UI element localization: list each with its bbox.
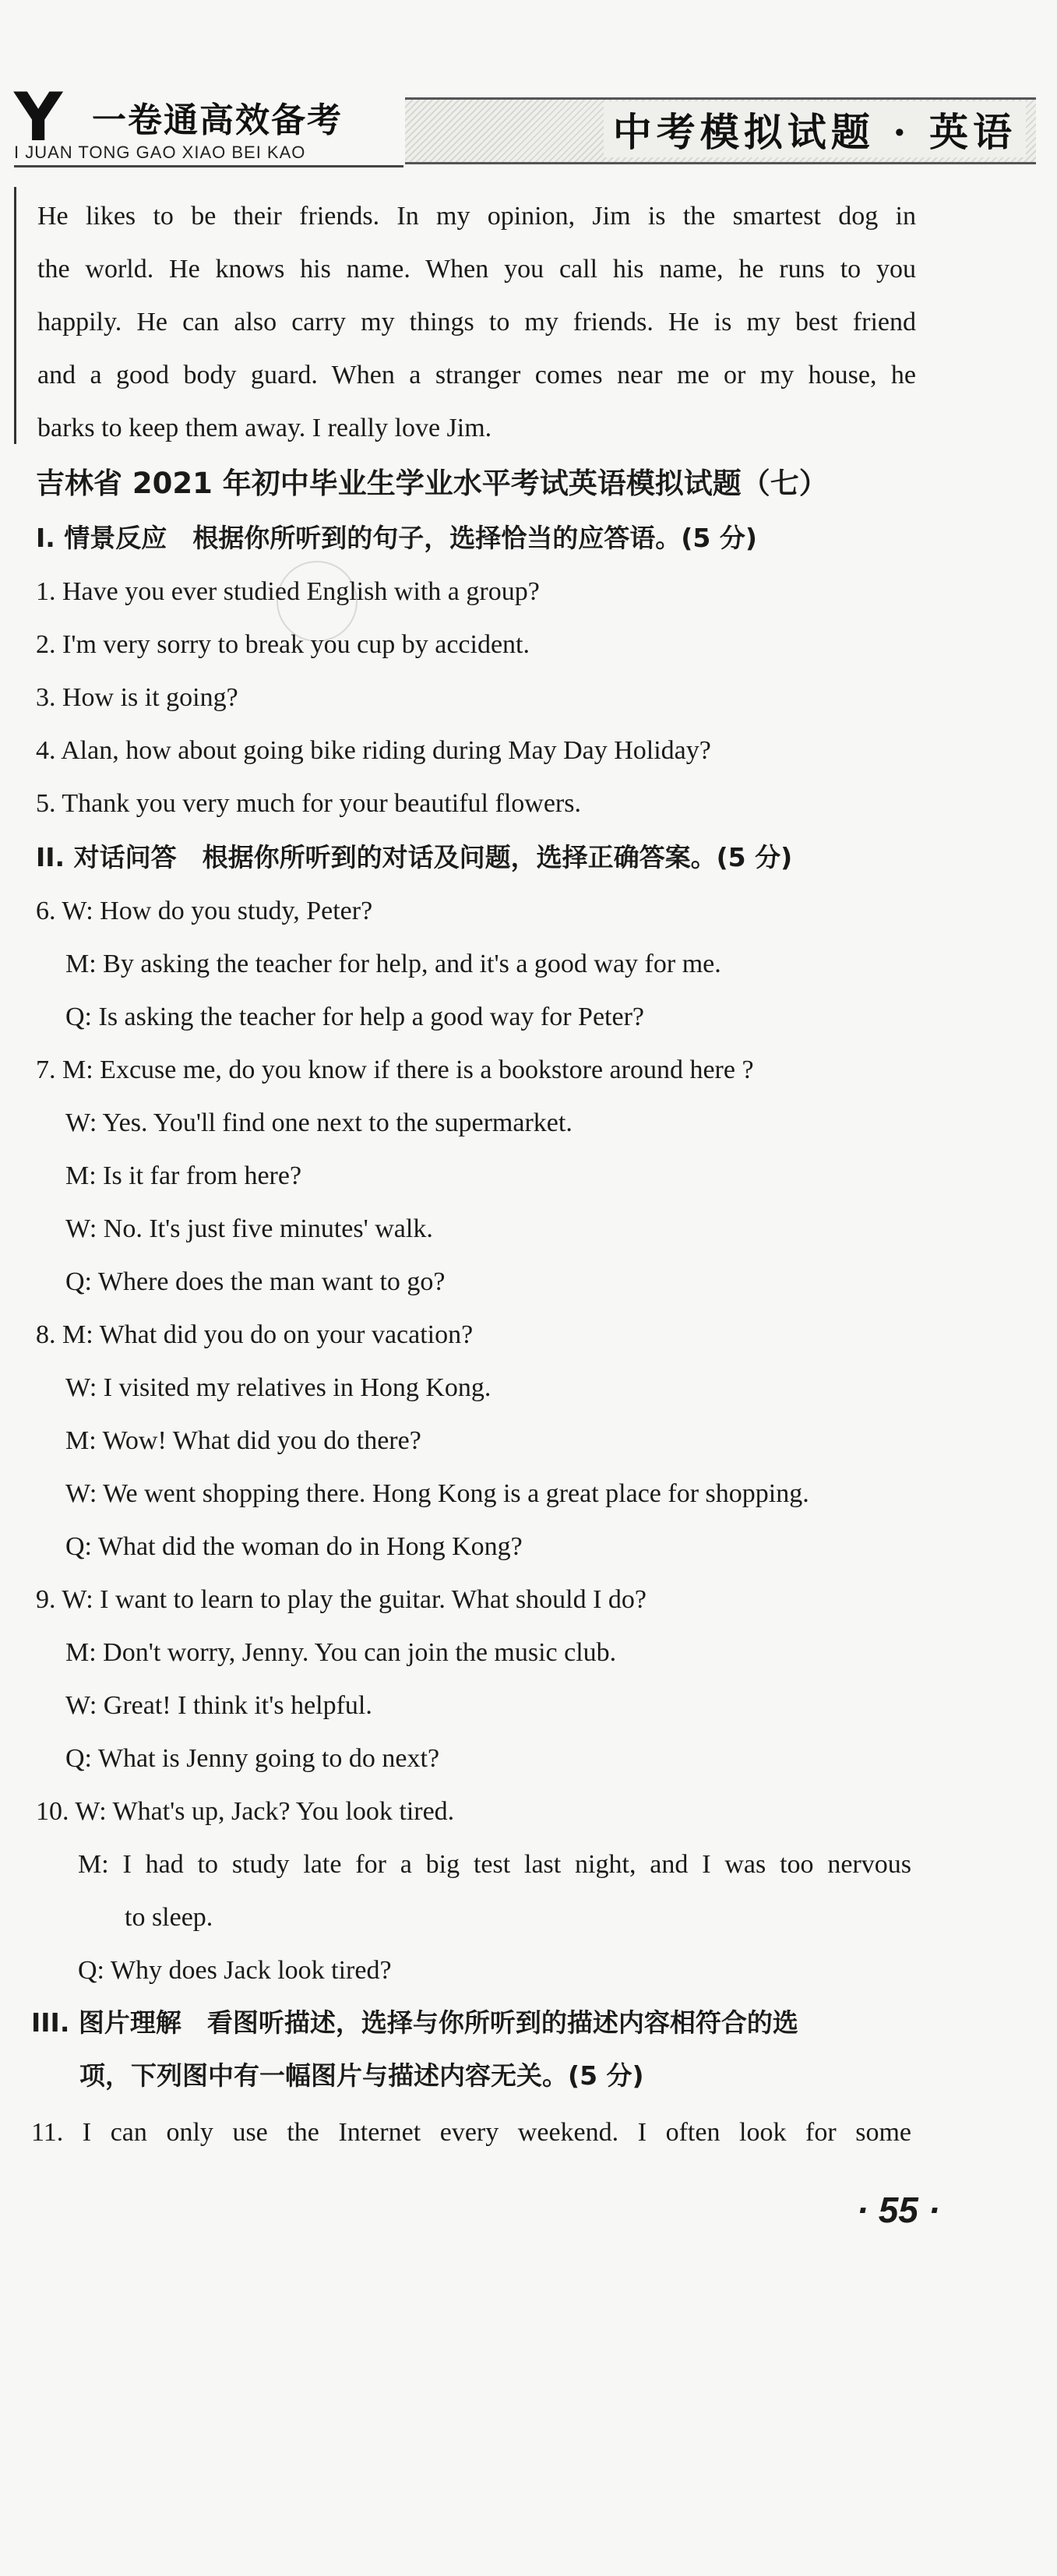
intro-line: and a good body guard. When a stranger comes near me or my house, he	[37, 361, 916, 389]
dialogue-line: Q: Why does Jack look tired?	[78, 1956, 392, 1985]
dialogue-line: M: Don't worry, Jenny. You can join the music club.	[65, 1638, 617, 1667]
dialogue-line: Q: Is asking the teacher for help a good way for Peter?	[65, 1003, 645, 1031]
header-title: 中考模拟试题 · 英语	[604, 101, 1026, 157]
dialogue-line: 9. W: I want to learn to play the guitar. What should I do?	[36, 1585, 647, 1614]
question-item: 1. Have you ever studied English with a group?	[36, 577, 540, 606]
dialogue-line: 6. W: How do you study, Peter?	[36, 897, 373, 925]
dialogue-line: 8. M: What did you do on your vacation?	[36, 1320, 474, 1349]
exam-title: 吉林省 2021 年初中毕业生学业水平考试英语模拟试题（七）	[36, 467, 828, 500]
dialogue-line: M: Is it far from here?	[65, 1161, 302, 1190]
dialogue-line: to sleep.	[125, 1903, 213, 1932]
brand-logo-letter: Y	[14, 79, 63, 157]
dialogue-line: M: I had to study late for a big test last night, and I was too nervous	[78, 1850, 911, 1879]
brand-name-pinyin: I JUAN TONG GAO XIAO BEI KAO	[14, 143, 306, 162]
dialogue-line: Q: What did the woman do in Hong Kong?	[65, 1532, 523, 1561]
dialogue-line: M: By asking the teacher for help, and it's a good way for me.	[65, 950, 721, 978]
brand-name-chinese: 一卷通高效备考	[92, 100, 343, 140]
intro-line: He likes to be their friends. In my opinion, Jim is the smartest dog in	[37, 202, 916, 231]
dialogue-line: Q: What is Jenny going to do next?	[65, 1744, 440, 1773]
dialogue-line: M: Wow! What did you do there?	[65, 1426, 421, 1455]
question-item: 3. How is it going?	[36, 683, 238, 712]
intro-line: the world. He knows his name. When you call his name, he runs to you	[37, 255, 916, 284]
question-item: 4. Alan, how about going bike riding during May Day Holiday?	[36, 736, 711, 765]
page-header	[0, 0, 1057, 167]
margin-bar	[14, 187, 16, 444]
header-rule	[14, 165, 403, 167]
dialogue-line: W: No. It's just five minutes' walk.	[65, 1214, 433, 1243]
dialogue-line: 10. W: What's up, Jack? You look tired.	[36, 1797, 455, 1826]
dialogue-line: W: Great! I think it's helpful.	[65, 1691, 372, 1720]
dialogue-line: W: Yes. You'll find one next to the supermarket.	[65, 1108, 573, 1137]
question-item: 5. Thank you very much for your beautiful flowers.	[36, 789, 581, 818]
intro-line: happily. He can also carry my things to my friends. He is my best friend	[37, 308, 916, 337]
page-number: · 55 ·	[856, 2190, 940, 2230]
intro-line: barks to keep them away. I really love Jim.	[37, 414, 492, 442]
question-item: 2. I'm very sorry to break you cup by accident.	[36, 630, 530, 659]
section-heading: I. 情景反应 根据你所听到的句子，选择恰当的应答语。(5 分)	[36, 523, 757, 553]
dialogue-line: Q: Where does the man want to go?	[65, 1267, 446, 1296]
dialogue-line: 7. M: Excuse me, do you know if there is a bookstore around here ?	[36, 1055, 754, 1084]
section-heading: III. 图片理解 看图听描述，选择与你所听到的描述内容相符合的选	[31, 2007, 798, 2038]
section-heading: II. 对话问答 根据你所听到的对话及问题，选择正确答案。(5 分)	[36, 842, 793, 872]
question-item: 11. I can only use the Internet every weekend. I often look for some	[31, 2118, 911, 2147]
section-heading-continued: 项，下列图中有一幅图片与描述内容无关。(5 分)	[79, 2060, 644, 2091]
dialogue-line: W: We went shopping there. Hong Kong is a great place for shopping.	[65, 1479, 809, 1508]
dialogue-line: W: I visited my relatives in Hong Kong.	[65, 1373, 492, 1402]
